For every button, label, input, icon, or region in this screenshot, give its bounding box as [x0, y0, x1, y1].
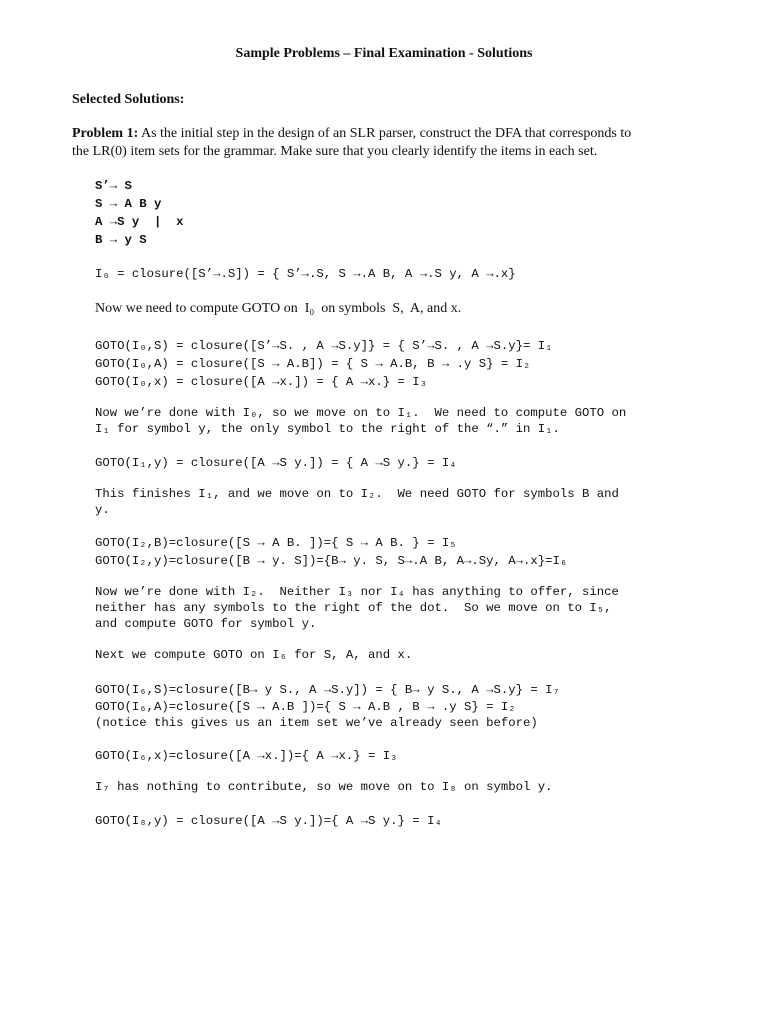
- goto-line: GOTO(I₆,x)=closure([A →x.])={ A →x.} = I₃: [95, 749, 398, 763]
- section-heading: Selected Solutions:: [72, 92, 185, 107]
- grammar-rule: S’→ S: [95, 179, 132, 193]
- i0-closure-line: I₀ = closure([S’→.S]) = { S’→.S, S →.A B, A →.S y, A →.x}: [95, 267, 516, 281]
- grammar-rule: S → A B y: [95, 197, 162, 211]
- problem-text-line1: As the initial step in the design of an SLR parser, construct the DFA that corresponds to: [138, 126, 632, 141]
- document-title: Sample Problems – Final Examination - Solutions: [235, 46, 533, 61]
- goto-line: GOTO(I₀,S) = closure([S’→S. , A →S.y]} = { S’→S. , A →S.y}= I₁: [95, 339, 553, 353]
- grammar-rule: B → y S: [95, 233, 147, 247]
- grammar-rule: A →S y | x: [95, 215, 184, 229]
- goto-line: GOTO(I₈,y) = closure([A →S y.])={ A →S y.} = I₄: [95, 814, 442, 828]
- explanation-line: and compute GOTO for symbol y.: [95, 617, 317, 631]
- explanation-line: Next we compute GOTO on I₆ for S, A, and x.: [95, 648, 413, 662]
- problem-label: Problem 1:: [72, 126, 139, 141]
- explanation-line: I₇ has nothing to contribute, so we move on to I₈ on symbol y.: [95, 780, 553, 794]
- goto-line: GOTO(I₂,y)=closure([B → y. S])={B→ y. S, S→.A B, A→.Sy, A→.x}=I₆: [95, 554, 568, 568]
- compute-goto-line: Now we need to compute GOTO on I₀ on symbols S, A, and x.: [95, 301, 462, 316]
- explanation-line: This finishes I₁, and we move on to I₂. We need GOTO for symbols B and: [95, 487, 619, 501]
- explanation-line: y.: [95, 503, 110, 517]
- goto-line: GOTO(I₀,x) = closure([A →x.]) = { A →x.} = I₃: [95, 375, 428, 389]
- explanation-line: Now we’re done with I₂. Neither I₃ nor I₄ has anything to offer, since: [95, 585, 619, 599]
- explanation-line: I₁ for symbol y, the only symbol to the right of the “.” in I₁.: [95, 422, 560, 436]
- explanation-line: Now we’re done with I₀, so we move on to I₁. We need to compute GOTO on: [95, 406, 627, 420]
- problem-statement: [72, 125, 692, 161]
- problem-text-line2: the LR(0) item sets for the grammar. Make sure that you clearly identify the items in each set.: [72, 144, 598, 159]
- note-line: (notice this gives us an item set we’ve already seen before): [95, 716, 538, 730]
- goto-line: GOTO(I₁,y) = closure([A →S y.]) = { A →S y.} = I₄: [95, 456, 457, 470]
- goto-line: GOTO(I₀,A) = closure([S → A.B]) = { S → A.B, B → .y S} = I₂: [95, 357, 531, 371]
- explanation-line: neither has any symbols to the right of the dot. So we move on to I₅,: [95, 601, 612, 615]
- goto-line: GOTO(I₆,S)=closure([B→ y S., A →S.y]) = { B→ y S., A →S.y} = I₇: [95, 683, 560, 697]
- goto-line: GOTO(I₆,A)=closure([S → A.B ])={ S → A.B , B → .y S} = I₂: [95, 700, 516, 714]
- goto-line: GOTO(I₂,B)=closure([S → A B. ])={ S → A B. } = I₅: [95, 536, 457, 550]
